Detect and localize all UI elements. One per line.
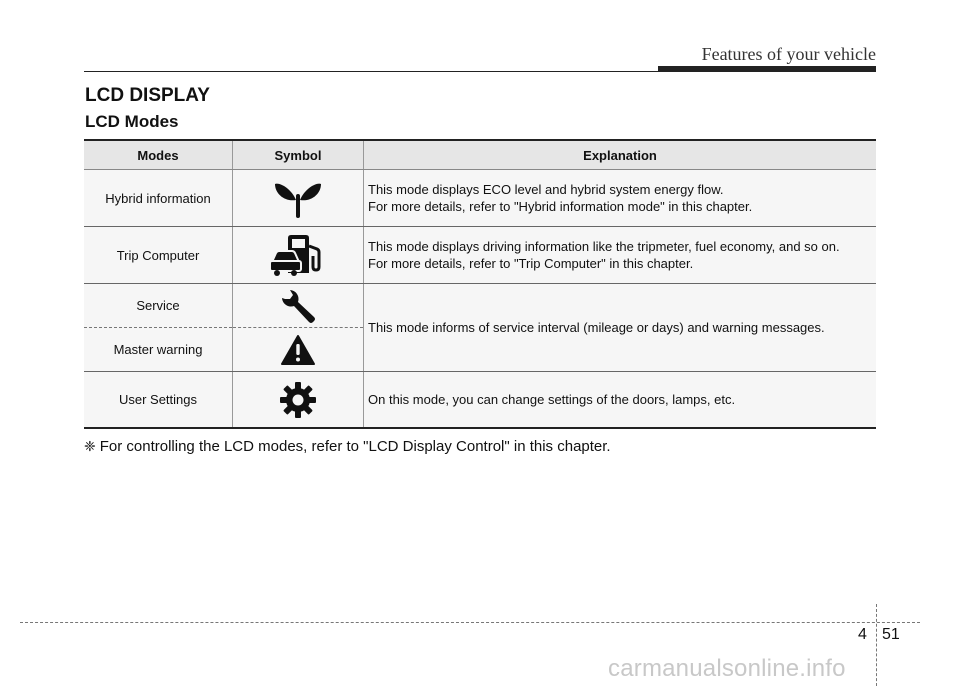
header-title: Features of your vehicle	[701, 44, 876, 64]
column-header-modes: Modes	[84, 140, 233, 170]
table-header-row	[84, 140, 876, 170]
table-row	[84, 170, 876, 227]
watermark: carmanualsonline.info	[608, 655, 846, 682]
lcd-modes-table	[84, 139, 876, 429]
explanation-cell	[364, 227, 877, 284]
column-header-explanation: Explanation	[364, 140, 877, 170]
leaf-icon	[273, 178, 323, 218]
column-header-symbol: Symbol	[233, 140, 364, 170]
table-row	[84, 372, 876, 429]
wrench-icon	[278, 286, 318, 326]
explanation-line: This mode displays ECO level and hybrid system energy flow.	[368, 182, 724, 197]
table-row	[84, 227, 876, 284]
section-subtitle: LCD Modes	[85, 112, 179, 131]
footer-rule	[20, 622, 920, 623]
mode-name: Service	[84, 284, 233, 328]
explanation-cell	[364, 170, 877, 227]
footer-divider	[876, 604, 877, 686]
table-row	[84, 284, 876, 328]
explanation-line: This mode displays driving information like the tripmeter, fuel economy, and so on.	[368, 239, 840, 254]
mode-name: User Settings	[84, 372, 233, 429]
mode-name: Hybrid information	[84, 170, 233, 227]
page-number: 51	[882, 626, 900, 643]
explanation-line: For more details, refer to "Hybrid information mode" in this chapter.	[368, 199, 753, 214]
header-rule-thick	[658, 66, 876, 72]
mode-name: Trip Computer	[84, 227, 233, 284]
explanation-cell: On this mode, you can change settings of the doors, lamps, etc.	[364, 372, 877, 429]
section-title: LCD DISPLAY	[85, 85, 210, 106]
chapter-number: 4	[858, 626, 867, 643]
shared-explanation-cell: This mode informs of service interval (mileage or days) and warning messages.	[364, 284, 877, 372]
fuel-pump-car-icon	[268, 234, 328, 276]
gear-icon	[278, 380, 318, 420]
warning-triangle-icon	[280, 334, 316, 366]
explanation-line: For more details, refer to "Trip Computer" in this chapter.	[368, 256, 694, 271]
note-text: For controlling the LCD modes, refer to "LCD Display Control" in this chapter.	[99, 438, 611, 455]
note-mark: ❈	[84, 438, 96, 454]
mode-name: Master warning	[84, 328, 233, 372]
header-rule-thin	[84, 71, 660, 72]
footnote	[84, 438, 611, 455]
